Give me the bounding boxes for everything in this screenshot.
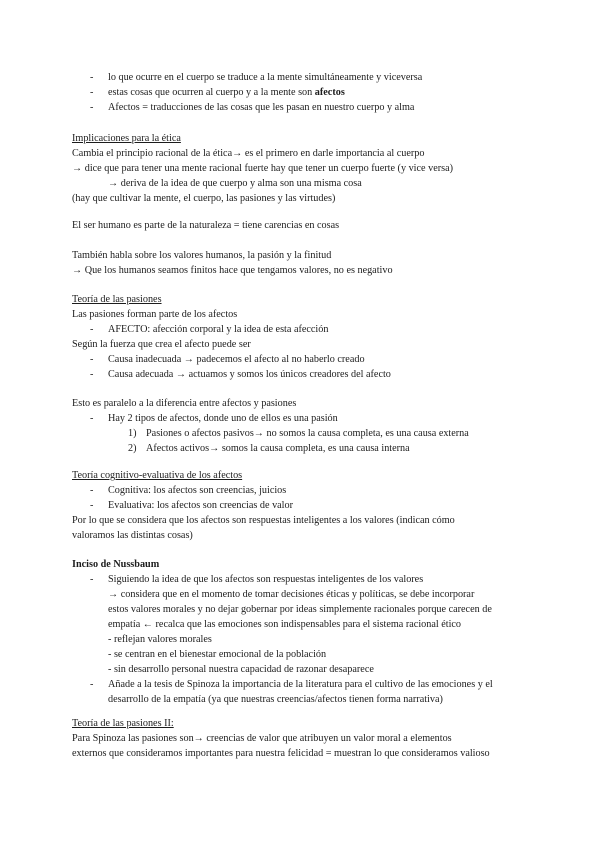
paragraph-line: externos que consideramos importantes para nuestra felicidad = muestran lo que consideramos valioso: [72, 748, 490, 759]
bullet-continuation: estos valores morales y no dejar gobernar por ideas simplemente racionales porque carecen de: [108, 604, 492, 615]
paragraph-line: Por lo que se considera que los afectos son respuestas inteligentes a los valores (indican cómo: [72, 515, 455, 526]
numbered-item: Pasiones o afectos pasivos→ no somos la causa completa, es una causa externa: [146, 428, 469, 439]
bullet-item: Cognitiva: los afectos son creencias, juicios: [108, 485, 287, 496]
bullet-item: Evaluativa: los afectos son creencias de valor: [108, 500, 293, 511]
paragraph-line: valoramos las distintas cosas): [72, 530, 193, 541]
list-number: 2): [128, 443, 137, 454]
bullet-definicion-afectos: Afectos = traducciones de las cosas que les pasan en nuestro cuerpo y alma: [108, 102, 415, 113]
bullet-continuation: → considera que en el momento de tomar decisiones éticas y políticas, se debe incorporar: [108, 589, 475, 600]
paragraph-line: (hay que cultivar la mente, el cuerpo, las pasiones y las virtudes): [72, 193, 336, 204]
bullet-dash: -: [90, 87, 94, 98]
bullet-item: Añade a la tesis de Spinoza la importancia de la literatura para el cultivo de las emociones y el: [108, 679, 493, 690]
bullet-dash: -: [90, 679, 94, 690]
bullet-dash: -: [90, 485, 94, 496]
sub-point: - se centran en el bienestar emocional de la población: [108, 649, 327, 660]
heading-implicaciones: Implicaciones para la ética: [72, 133, 181, 144]
paragraph-line: Para Spinoza las pasiones son→ creencias de valor que atribuyen un valor moral a elementos: [72, 733, 452, 744]
bullet-item: Causa adecuada → actuamos y somos los únicos creadores del afecto: [108, 369, 391, 380]
paragraph-line: → dice que para tener una mente racional fuerte hay que tener un cuerpo fuerte (y vice versa): [72, 163, 453, 174]
bullet-dash: -: [90, 413, 94, 424]
bullet-dash: -: [90, 354, 94, 365]
paragraph-line: → deriva de la idea de que cuerpo y alma son una misma cosa: [108, 178, 362, 189]
bullet-item: Causa inadecuada → padecemos el afecto al no haberlo creado: [108, 354, 365, 365]
bullet-dash: -: [90, 324, 94, 335]
bullet-simultaneidad: lo que ocurre en el cuerpo se traduce a la mente simultáneamente y viceversa: [108, 72, 423, 83]
bold-afectos: afectos: [314, 87, 345, 98]
heading-teoria-cognitiva: Teoría cognitivo-evaluativa de los afectos: [72, 470, 243, 481]
bullet-continuation: desarrollo de la empatía (ya que nuestras creencias/afectos tienen forma narrativa): [108, 694, 443, 705]
bullet-dash: -: [90, 72, 94, 83]
numbered-item: Afectos activos→ somos la causa completa, es una causa interna: [146, 443, 410, 454]
heading-nussbaum: Inciso de Nussbaum: [72, 559, 160, 570]
paragraph-line: Según la fuerza que crea el afecto puede ser: [72, 339, 251, 350]
bullet-dash: -: [90, 102, 94, 113]
paragraph-line: Esto es paralelo a la diferencia entre afectos y pasiones: [72, 398, 297, 409]
list-number: 1): [128, 428, 137, 439]
bullet-afectos: estas cosas que ocurren al cuerpo y a la mente son afectos: [108, 87, 345, 98]
paragraph-line: → Que los humanos seamos finitos hace que tengamos valores, no es negativo: [72, 265, 393, 276]
bullet-continuation: empatía ← recalca que las emociones son indispensables para el sistema racional ético: [108, 619, 462, 630]
bullet-item: Hay 2 tipos de afectos, donde uno de ellos es una pasión: [108, 413, 338, 424]
paragraph-line: También habla sobre los valores humanos, la pasión y la finitud: [72, 250, 332, 261]
heading-teoria-pasiones: Teoría de las pasiones: [72, 294, 162, 305]
bullet-dash: -: [90, 369, 94, 380]
bullet-dash: -: [90, 500, 94, 511]
paragraph-line: Las pasiones forman parte de los afectos: [72, 309, 238, 320]
bullet-item: Siguiendo la idea de que los afectos son respuestas inteligentes de los valores: [108, 574, 424, 585]
paragraph-line: Cambia el principio racional de la ética→ es el primero en darle importancia al cuerpo: [72, 148, 425, 159]
sub-point: - sin desarrollo personal nuestra capacidad de razonar desaparece: [108, 664, 374, 675]
sub-point: - reflejan valores morales: [108, 634, 212, 645]
paragraph-naturaleza: El ser humano es parte de la naturaleza = tiene carencias en cosas: [72, 220, 340, 231]
bullet-item: AFECTO: afección corporal y la idea de esta afección: [108, 324, 329, 335]
bullet-dash: -: [90, 574, 94, 585]
heading-teoria-pasiones-ii: Teoría de las pasiones II:: [72, 718, 174, 729]
